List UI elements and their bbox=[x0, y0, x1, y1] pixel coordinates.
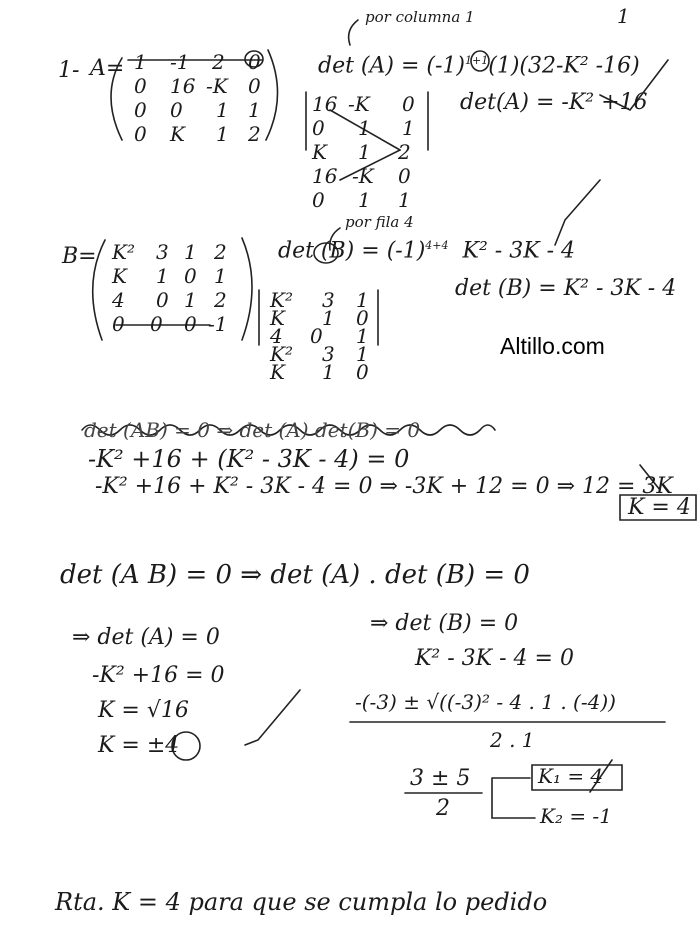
matrix-b-right-bracket bbox=[242, 238, 252, 340]
a22: 16 bbox=[170, 74, 196, 98]
det-b-result: det (B) = K² - 3K - 4 bbox=[455, 276, 677, 301]
det-a-line: $\det (A) = (-1)^{1+1}(1)(32-K^2$ -16) bbox=[318, 53, 640, 79]
quadratic-denominator: 2 . 1 bbox=[490, 728, 535, 752]
frac-den: 2 bbox=[436, 796, 450, 821]
matrix-a-name: A= bbox=[90, 56, 125, 81]
a23: -K bbox=[206, 74, 228, 98]
det-b-check bbox=[555, 180, 600, 245]
sol-left-3: K = √16 bbox=[98, 698, 189, 723]
k-branch bbox=[492, 778, 535, 818]
page-number: 1 bbox=[617, 4, 630, 28]
a24: 0 bbox=[248, 74, 261, 98]
k1-value: K₁ = 4 bbox=[538, 764, 604, 788]
crossed-out-line: det (AB) = 0 ⇒ det (A) det(B) = 0 bbox=[84, 418, 421, 442]
sol-left-2: -K² +16 = 0 bbox=[92, 663, 225, 688]
final-answer: Rta. K = 4 para que se cumpla lo pedido bbox=[55, 888, 548, 916]
frac-num: 3 ± 5 bbox=[410, 766, 471, 791]
a31: 0 bbox=[134, 98, 147, 122]
a43: 1 bbox=[216, 122, 229, 146]
det-b-line: $\det (B) = (-1)^{4+4}$ K² - 3K - 4 bbox=[278, 238, 576, 264]
a42: K bbox=[170, 122, 185, 146]
k2-value: K₂ = -1 bbox=[540, 804, 612, 828]
det-b-note: por fila 4 bbox=[345, 213, 414, 231]
solution-main: det (A B) = 0 ⇒ det (A) . det (B) = 0 bbox=[60, 560, 530, 590]
matrix-b-name: B= bbox=[62, 244, 97, 269]
a44: 2 bbox=[248, 122, 261, 146]
det-a-result: det(A) = -K² +16 bbox=[460, 90, 648, 115]
problem-label: 1- bbox=[58, 58, 80, 83]
sol-left-4: K = ±4 bbox=[98, 733, 180, 758]
a13: 2 bbox=[212, 50, 225, 74]
a11: 1 bbox=[134, 50, 147, 74]
sol-right-1: ⇒ det (B) = 0 bbox=[370, 611, 519, 636]
a32: 0 bbox=[170, 98, 183, 122]
a21: 0 bbox=[134, 74, 147, 98]
watermark: Altillo.com bbox=[500, 333, 605, 359]
quadratic-numerator: -(-3) ± √((-3)² - 4 . 1 . (-4)) bbox=[355, 690, 616, 714]
scratch-line-2: -K² +16 + K² - 3K - 4 = 0 ⇒ -3K + 12 = 0 ⇒ 12 = 3K bbox=[95, 474, 673, 499]
a34: 1 bbox=[248, 98, 261, 122]
solution-check bbox=[245, 690, 300, 745]
a12: -1 bbox=[170, 50, 190, 74]
header-note: por columna 1 bbox=[365, 8, 475, 26]
scratch-line-1: -K² +16 + (K² - 3K - 4) = 0 bbox=[88, 445, 410, 473]
a33: 1 bbox=[216, 98, 229, 122]
header-arrow bbox=[349, 20, 358, 45]
a41: 0 bbox=[134, 122, 147, 146]
a14: 0 bbox=[248, 50, 261, 74]
sol-left-1: ⇒ det (A) = 0 bbox=[72, 625, 220, 650]
sol-right-2: K² - 3K - 4 = 0 bbox=[415, 646, 574, 671]
scratch-boxed: K = 4 bbox=[628, 495, 691, 520]
matrix-a-right-bracket bbox=[266, 50, 278, 140]
